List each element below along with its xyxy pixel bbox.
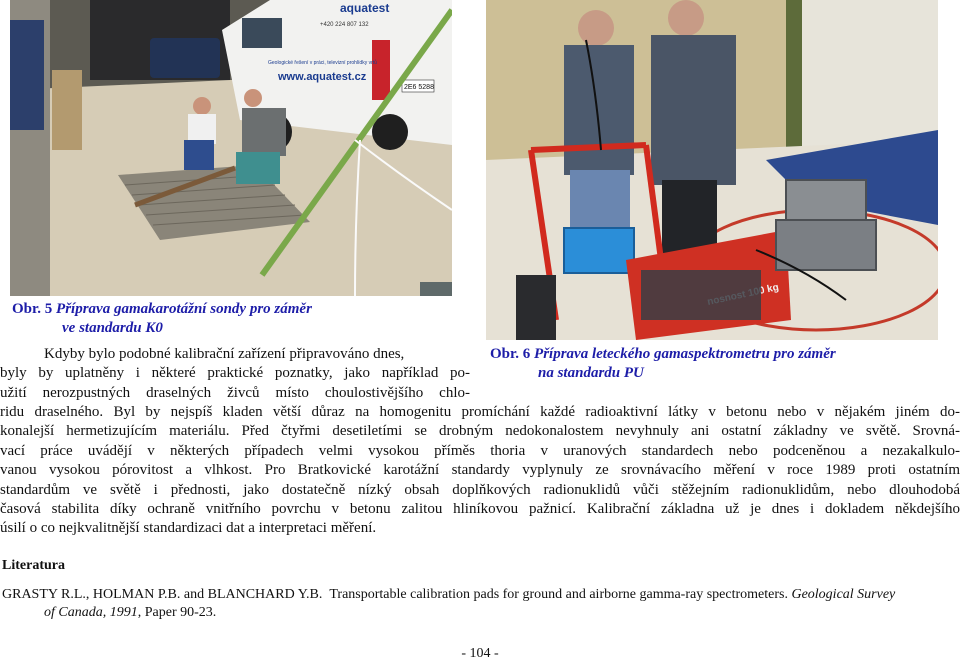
figure-6-caption bbox=[490, 345, 930, 383]
paragraph-line: úsilí o co nejkvalitnější standardizaci dat a interpretaci měření. bbox=[0, 520, 377, 537]
cart-label-text: kg bbox=[766, 282, 780, 296]
figure-6-caption-line2: na standardu PU bbox=[538, 365, 644, 381]
paragraph-start bbox=[0, 345, 470, 403]
paragraph-line: časová stabilita díky ochraně vnitřního povrchu v betonu zalitou hliníkovou pažnicí. Kalibrační základna už je dnes i dokladem někdejšího bbox=[0, 500, 960, 517]
van-slogan-text: Geologické řešení v práci, televizní prohlídky vrtů bbox=[268, 60, 377, 66]
paragraph-line: konalejší hermetizujícím materiálu. Před čtyřmi desetiletími se drobným nedokonalostem nevyhnuly ani ostatní základny ve světě. Srovná- bbox=[0, 423, 960, 440]
reference-journal: Geological Survey bbox=[791, 587, 896, 602]
paragraph-line: vanou vysokou pórovitost a vlhkost. Pro Bratkovické karotážní standardy vyplynuly ze srovnávacího měření v roce 1989 proti ostatním bbox=[0, 462, 960, 479]
paragraph-line: byly by uplatněny i některé praktické poznatky, jako například po- bbox=[0, 365, 470, 382]
paragraph-line: vací práce uvádějí v některých případech velmi vysokou příměs thoria v uranových standardech nebo podceněnou a nezakalkulo- bbox=[0, 442, 960, 459]
reference-authors: GRASTY R.L., HOLMAN P.B. and BLANCHARD Y.B. bbox=[2, 587, 323, 602]
figure-6-caption-line1: Příprava leteckého gamaspektrometru pro záměr bbox=[534, 346, 836, 362]
literature-heading: Literatura bbox=[2, 558, 65, 573]
van-brand-text: aquatest bbox=[340, 1, 390, 15]
van-phone-text: +420 224 807 132 bbox=[320, 22, 369, 28]
figure-5-caption bbox=[12, 300, 452, 338]
reference-journal-cont: of Canada, 1991 bbox=[44, 605, 138, 620]
van-plate-text: 2E6 5288 bbox=[404, 84, 434, 91]
figure-5-photo bbox=[10, 0, 452, 296]
page-number: - 104 - bbox=[461, 646, 499, 661]
figure-5-label: Obr. 5 bbox=[12, 301, 53, 317]
paragraph-line: Kdyby bylo podobné kalibrační zařízení připravováno dnes, bbox=[44, 346, 405, 362]
figure-5-caption-line2: ve standardu K0 bbox=[62, 320, 163, 336]
figure-6-label: Obr. 6 bbox=[490, 346, 531, 362]
reference-entry bbox=[2, 586, 960, 622]
paragraph-line: ridu draselného. Byl by nejspíš kladen větší důraz na homogenitu promíchání každé radioaktivní látky v betonu nebo v nějakém jiném do- bbox=[0, 404, 960, 420]
paragraph-continuation bbox=[0, 403, 960, 539]
paragraph-line: užití nerozpustných draselných živců místo choulostivějšího chlo- bbox=[0, 384, 470, 401]
paragraph-line: standardům ve světě i přednosti, jako dostatečně nízký obsah doplňkových radionuklidů vůči stěžejním radionuklidům, nebo dlouhodobá bbox=[0, 481, 960, 498]
figure-6-photo bbox=[486, 0, 938, 340]
van-url-text: www.aquatest.cz bbox=[278, 71, 367, 83]
reference-pages: , Paper 90-23. bbox=[137, 605, 217, 620]
figure-5-caption-line1: Příprava gamakarotážní sondy pro záměr bbox=[56, 301, 312, 317]
reference-title: Transportable calibration pads for ground and airborne gamma-ray spectrometers. bbox=[329, 587, 788, 602]
